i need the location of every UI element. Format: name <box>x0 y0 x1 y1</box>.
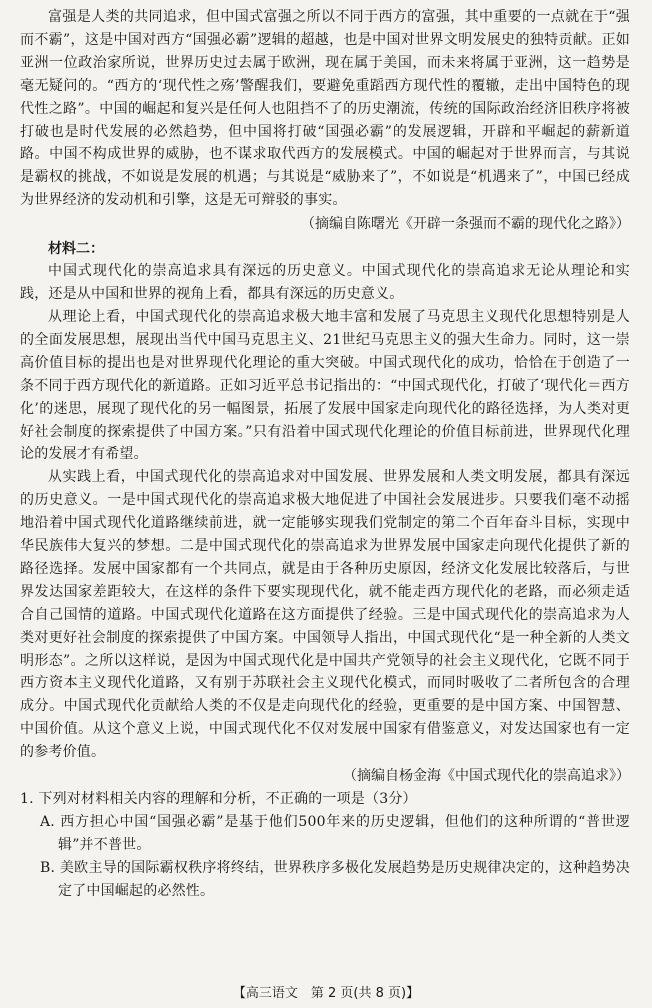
option-a: A. 西方担心中国“国强必霸”是基于他们500年来的历史逻辑，但他们的这种所谓的“普世逻辑”并不普世。 <box>40 814 630 853</box>
option-b: B. 美欧主导的国际霸权秩序将终结，世界秩序多极化发展趋势是历史规律决定的，这种趋势决定了中国崛起的必然性。 <box>40 859 630 899</box>
material1-paragraph: 富强是人类的共同追求，但中国式富强之所以不同于西方的富强，其中重要的一点就在于“强而不霸”，这是中国对西方“国强必霸”逻辑的超越，也是中国对世界文明发展史的独特贡献。正如亚洲一位政治家所说，世界历史过去属于欧洲，现在属于美国，而未来将属于亚洲，这一趋势是毫无疑问的。“西方的‘现代性之殇’警醒我们，要避免重蹈西方现代性的覆辙，走出中国特色的现代性之路”。中国的崛起和复兴是任何人也阻挡不了的历史潮流，传统的国际政治经济旧秩序将被打破也是时代发展的必然趋势，但中国将打破“国强必霸”的发展逻辑，开辟和平崛起的薪新道路。中国不构成世界的威胁，也不谋求取代西方的发展模式。中国的崛起对于世界而言，与其说是霸权的挑战，不如说是发展的机遇；与其说是“威胁来了”，不如说是“机遇来了”，中国已经成为世界经济的发动机和引擎，这是无可辩驳的事实。 <box>20 9 630 209</box>
material2-paragraph-2: 从理论上看，中国式现代化的崇高追求极大地丰富和发展了马克思主义现代化思想特别是人的全面发展思想，展现出当代中国马克思主义、21世纪马克思主义的强大生命力。同时，这一崇高价值目标的提出也是对世界现代化理论的重大突破。中国式现代化的成功，恰恰在于创造了一条不同于西方现代化的新道路。正如习近平总书记指出的：“中国式现代化，打破了‘现代化＝西方化’的迷思，展现了现代化的另一幅图景，拓展了发展中国家走向现代化的路径选择，为人类对更好社会制度的探索提供了中国方案。”只有沿着中国式现代化理论的价值目标前进，世界现代化理论的发展才有希望。 <box>20 308 630 463</box>
material2-source: （摘编自杨金海《中国式现代化的崇高追求》） <box>343 768 630 785</box>
page-footer: 【高三语文 第 2 页(共 8 页)】 <box>232 986 420 1001</box>
material2-paragraph-1: 中国式现代化的崇高追求具有深远的历史意义。中国式现代化的崇高追求无论从理论和实践，还是从中国和世界的视角上看，都具有深远的历史意义。 <box>20 263 630 303</box>
material2-heading: 材料二： <box>48 241 104 258</box>
question-stem: 1. 下列对材料相关内容的理解和分析，不正确的一项是（3分） <box>20 791 417 808</box>
material2-paragraph-3: 从实践上看，中国式现代化的崇高追求对中国发展、世界发展和人类文明发展，都具有深远的历史意义。一是中国式现代化的崇高追求极大地促进了中国社会发展进步。只要我们毫不动摇地沿着中国式现代化道路继续前进，就一定能够实现我们党制定的第二个百年奋斗目标，实现中华民族伟大复兴的梦想。二是中国式现代化的崇高追求为世界发展中国家走向现代化提供了新的路径选择。发展中国家都有一个共同点，就是由于各种历史原因，经济文化发展比较落后，与世界发达国家差距较大，在这样的条件下要实现现代化，就不能走西方现代化的老路，而必须走适合自己国情的道路。中国式现代化道路在这方面提供了经验。三是中国式现代化的崇高追求为人类对更好社会制度的探索提供了中国方案。中国领导人指出，中国式现代化“是一种全新的人类文明形态”。之所以这样说，是因为中国式现代化是中国共产党领导的社会主义现代化，它既不同于西方资本主义现代化道路，又有别于苏联社会主义现代化模式，而同时吸收了二者所包含的合理成分。中国式现代化贡献给人类的不仅是走向现代化的经验，更重要的是中国方案、中国智慧、中国价值。从这个意义上说，中国式现代化不仅对发展中国家有借鉴意义，对发达国家也有一定的参考价值。 <box>20 469 630 761</box>
material1-source: （摘编自陈曙光《开辟一条强而不霸的现代化之路》） <box>301 216 630 233</box>
